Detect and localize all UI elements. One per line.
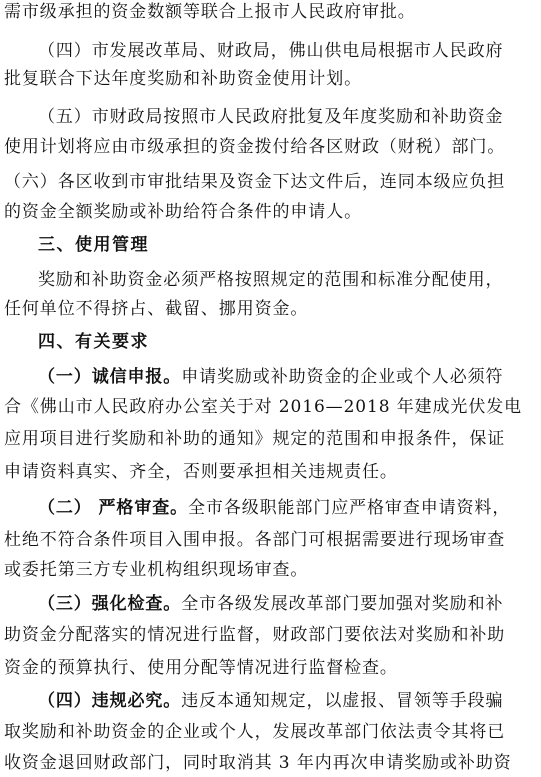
paragraph-line: 助资金分配落实的情况进行监督，财政部门要依法对奖励和补助 xyxy=(4,625,506,645)
paragraph-line: 批复联合下达年度奖励和补助资金使用计划。 xyxy=(4,69,362,89)
paragraph-line xyxy=(38,690,503,712)
item-text: 违反本通知规定，以虚报、冒领等手段骗 xyxy=(181,691,504,711)
paragraph-line: 奖励和补助资金必须严格按照规定的范围和标准分配使用， xyxy=(38,270,504,290)
item-text: 全市各级发展改革部门要加强对奖励和补 xyxy=(181,594,504,614)
paragraph-line: （四）市发展改革局、财政局，佛山供电局根据市人民政府 xyxy=(38,41,504,61)
paragraph-line: 需市级承担的资金数额等联合上报市人民政府审批。 xyxy=(4,2,416,22)
paragraph-line: 任何单位不得挤占、截留、挪用资金。 xyxy=(4,299,309,319)
section-heading: 四、有关要求 xyxy=(38,332,149,352)
item-text: 全市各级职能部门应严格审查申请资料， xyxy=(188,498,511,518)
paragraph-line: 的资金全额奖励或补助给符合条件的申请人。 xyxy=(4,202,362,222)
paragraph-line: 收资金退回财政部门，同时取消其 3 年内再次申请奖励或补助资 xyxy=(4,753,512,773)
item-label: （二） 严格审查。 xyxy=(38,498,189,518)
paragraph-line: 使用计划将应由市级承担的资金拨付给各区财政（财税）部门。 xyxy=(4,137,506,157)
paragraph-line xyxy=(38,497,510,519)
paragraph-line: 或委托第三方专业机构组织现场审查。 xyxy=(4,560,309,580)
paragraph-line xyxy=(38,593,503,615)
paragraph-line: 取奖励和补助资金的企业或个人，发展改革部门依法责令其将已 xyxy=(4,722,506,742)
paragraph-line: 资金的预算执行、使用分配等情况进行监督检查。 xyxy=(4,658,398,678)
paragraph-line: 应用项目进行奖励和补助的通知》规定的范围和申报条件，保证 xyxy=(4,429,506,449)
section-heading: 三、使用管理 xyxy=(38,235,149,255)
paragraph-line: 杜绝不符合条件项目入围申报。各部门可根据需要进行现场审查 xyxy=(4,530,506,550)
paragraph-line: 合《佛山市人民政府办公室关于对 2016—2018 年建成光伏发电 xyxy=(4,397,523,417)
paragraph-line: （五）市财政局按照市人民政府批复及年度奖励和补助资金 xyxy=(38,107,504,127)
item-label: （三）强化检查。 xyxy=(38,594,182,614)
item-label: （四）违规必究。 xyxy=(38,691,182,711)
item-label: （一）诚信申报。 xyxy=(38,367,182,387)
paragraph-line xyxy=(38,366,503,388)
paragraph-line: 申请资料真实、齐全，否则要承担相关违规责任。 xyxy=(4,462,398,482)
paragraph-line: （六）各区收到市审批结果及资金下达文件后，连同本级应负担 xyxy=(4,172,506,192)
item-text: 申请奖励或补助资金的企业或个人必须符 xyxy=(181,367,504,387)
